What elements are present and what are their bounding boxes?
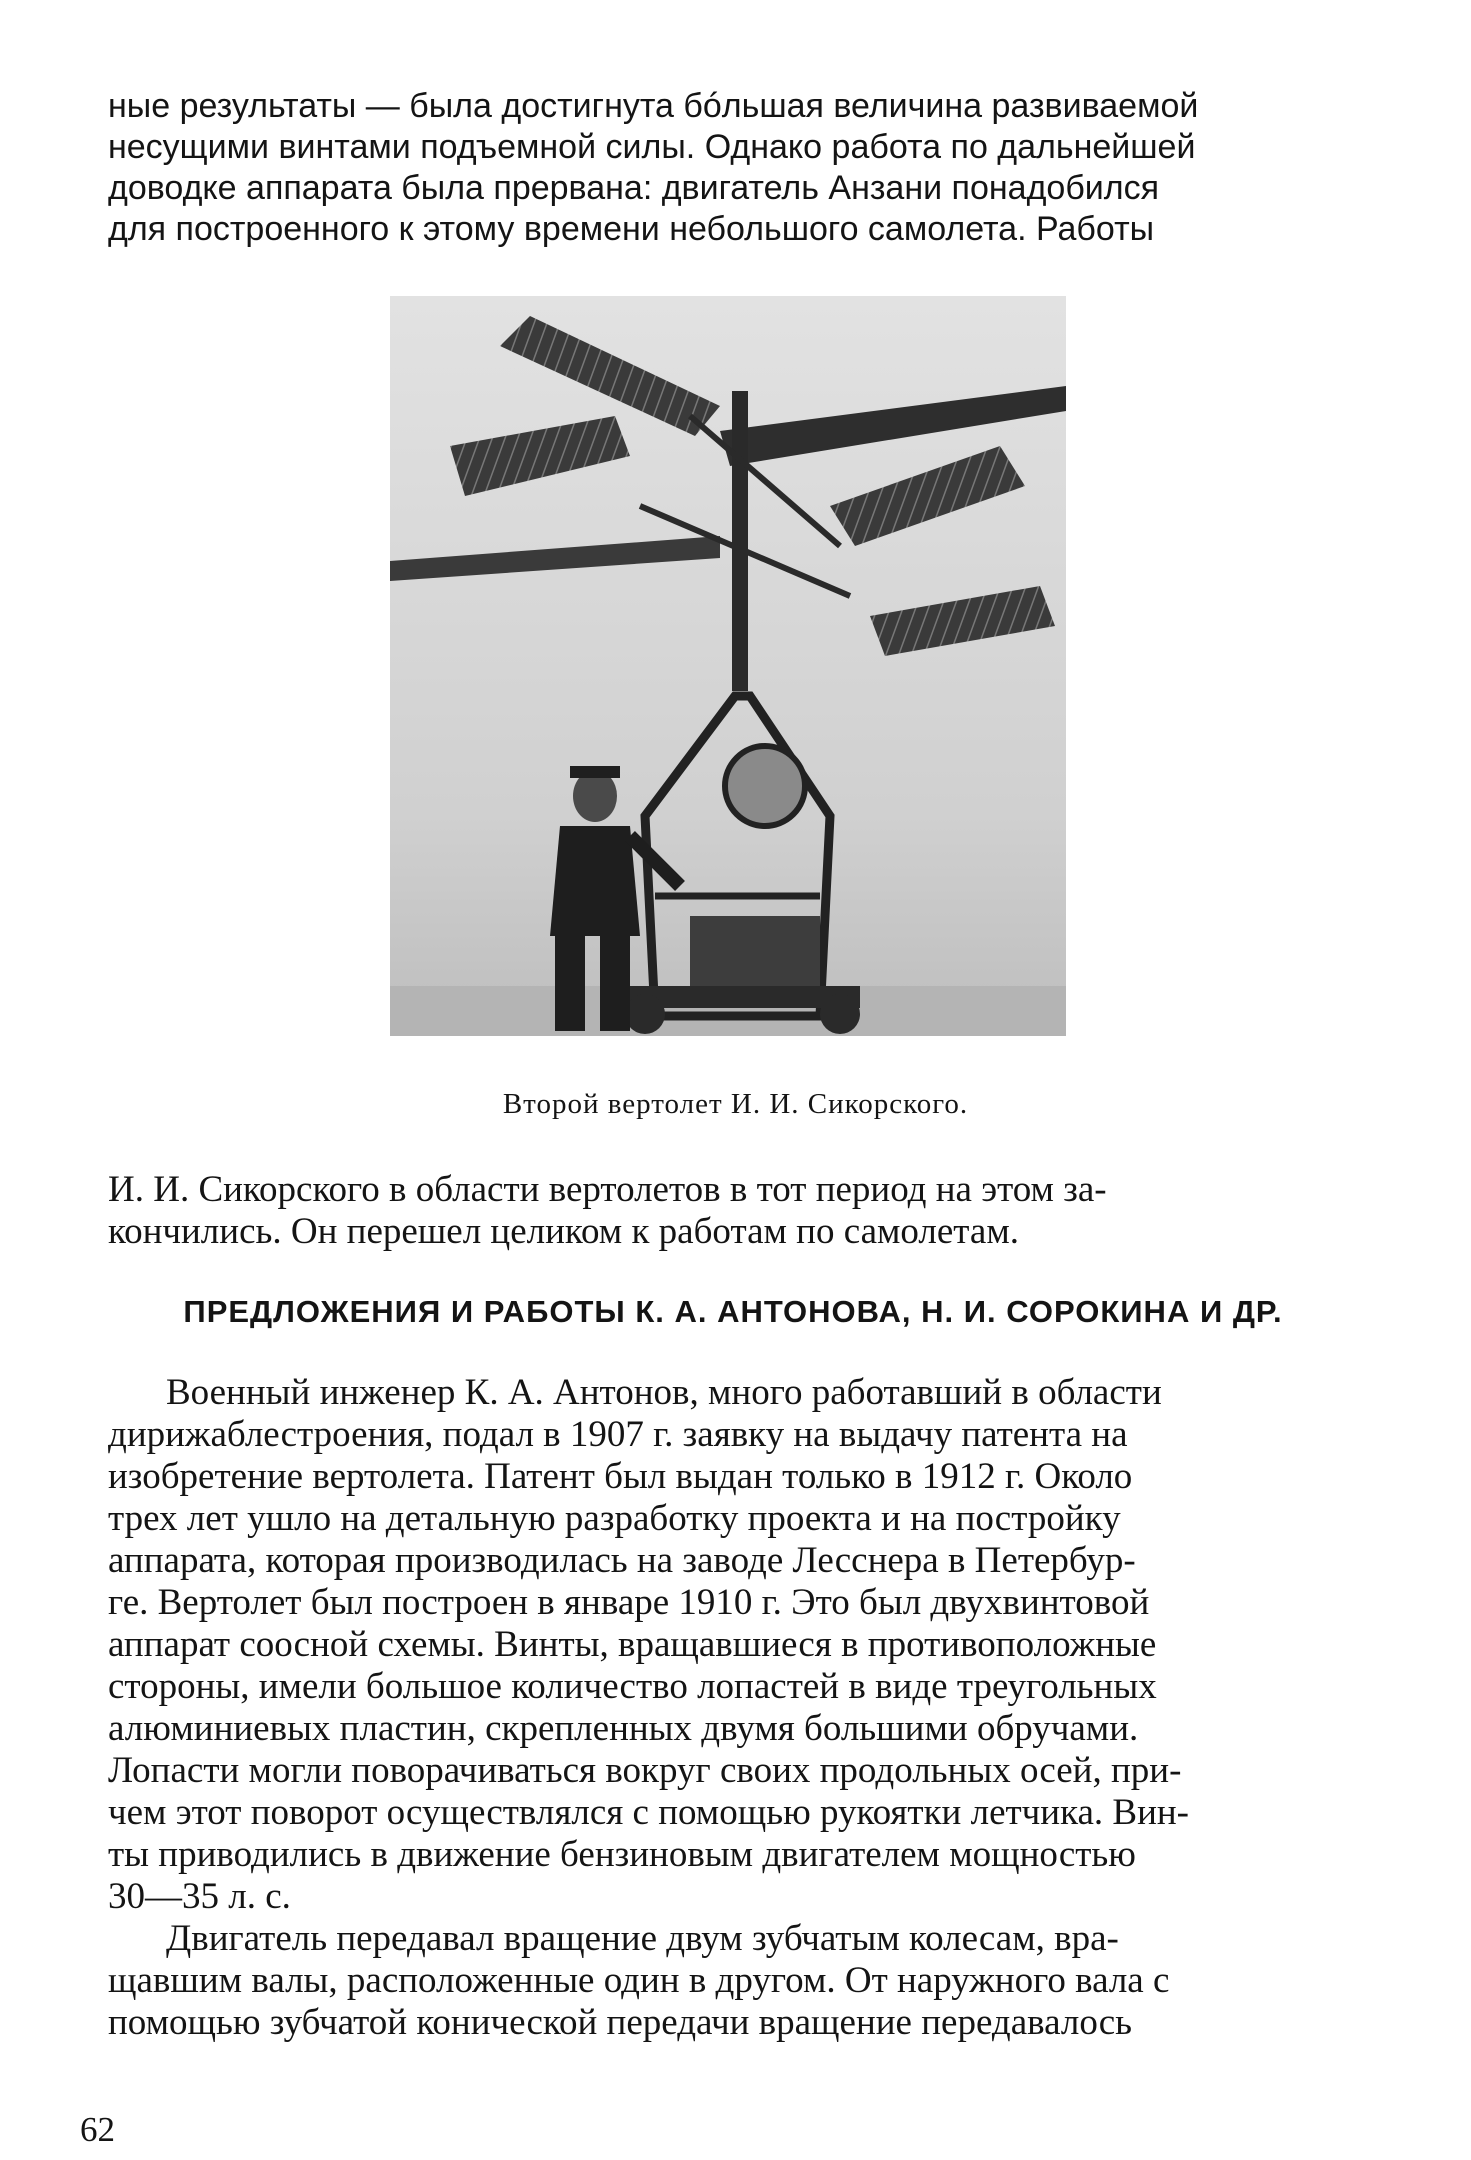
engine <box>690 916 820 986</box>
text-line: Военный инженер К. А. Антонов, много работавший в области <box>166 1372 1162 1413</box>
text-line: 30—35 л. с. <box>108 1876 291 1917</box>
text-line: щавшим валы, расположенные один в другом. От наружного вала с <box>108 1960 1170 2001</box>
text-line: чем этот поворот осуществлялся с помощью рукоятки летчика. Вин- <box>108 1792 1190 1833</box>
rotor-mast <box>732 391 748 691</box>
text-line: трех лет ушло на детальную разработку проекта и на постройку <box>108 1498 1121 1539</box>
text-line: ге. Вертолет был построен в январе 1910 г. Это был двухвинтовой <box>108 1582 1150 1623</box>
body-text <box>108 1372 1358 2044</box>
text-line: помощью зубчатой конической передачи вращение передавалось <box>108 2002 1133 2043</box>
text-line: кончились. Он перешел целиком к работам по самолетам. <box>108 1211 1020 1252</box>
continuation-paragraph <box>108 1169 1358 1253</box>
helicopter-illustration <box>390 296 1066 1036</box>
text-line: ные результаты — была достигнута бóльшая величина развиваемой <box>108 87 1199 125</box>
helicopter-photo <box>390 296 1066 1036</box>
text-line: аппарата, которая производилась на заводе Лесснера в Петербур- <box>108 1540 1136 1581</box>
text-line: дирижаблестроения, подал в 1907 г. заявку на выдачу патента на <box>108 1414 1128 1455</box>
text-line: изобретение вертолета. Патент был выдан только в 1912 г. Около <box>108 1456 1133 1497</box>
text-line: Двигатель передавал вращение двум зубчатым колесам, вра- <box>166 1918 1119 1959</box>
text-line: несущими винтами подъемной силы. Однако работа по дальнейшей <box>108 128 1196 166</box>
flywheel <box>725 746 805 826</box>
text-line: для построенного к этому времени небольшого самолета. Работы <box>108 210 1155 248</box>
text-line: стороны, имели большое количество лопастей в виде треугольных <box>108 1666 1157 1707</box>
wheel <box>820 994 860 1034</box>
paragraph-engine <box>108 1918 1358 2044</box>
text-line: И. И. Сикорского в области вертолетов в тот период на этом за- <box>108 1169 1107 1210</box>
page-number: 62 <box>80 2110 115 2149</box>
section-heading: ПРЕДЛОЖЕНИЯ И РАБОТЫ К. А. АНТОНОВА, Н. И. СОРОКИНА И ДР. <box>183 1294 1283 1329</box>
text-line: Лопасти могли поворачиваться вокруг своих продольных осей, при- <box>108 1750 1182 1791</box>
text-line: доводке аппарата была прервана: двигатель Анзани понадобился <box>108 169 1160 207</box>
text-line: алюминиевых пластин, скрепленных двумя большими обручами. <box>108 1708 1139 1749</box>
top-paragraph <box>108 86 1358 250</box>
wheel <box>625 994 665 1034</box>
text-line: аппарат соосной схемы. Винты, вращавшиеся в противоположные <box>108 1624 1157 1665</box>
figure-caption: Второй вертолет И. И. Сикорского. <box>502 1088 969 1120</box>
paragraph-antonov <box>108 1372 1358 1918</box>
text-line: ты приводились в движение бензиновым двигателем мощностью <box>108 1834 1136 1875</box>
